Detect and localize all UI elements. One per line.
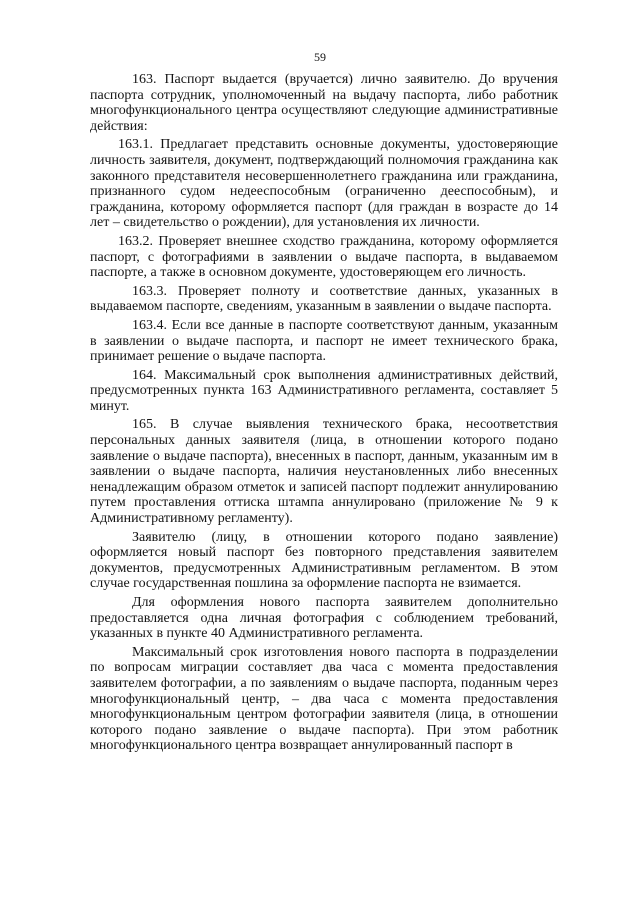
paragraph-163-3: 163.3. Проверяет полноту и соответствие данных, указанных в выдаваемом паспорте, сведениям, указанным в заявлении о выдаче паспорта. — [90, 283, 558, 315]
paragraph-163-1: 163.1. Предлагает представить основные документы, удостоверяющие личность заявителя, документ, подтверждающий полномочия гражданина как законного представителя несовершеннолетнего гражданина или гражданина, признанного судом недееспособным (ограниченно дееспособным), и гражданина, которому оформляется паспорт (для граждан в возрасте до 14 лет – свидетельство о рождении), для установления их личности. — [90, 137, 558, 231]
paragraph-163: 163. Паспорт выдается (вручается) лично заявителю. До вручения паспорта сотрудник, уполномоченный на выдачу паспорта, либо работник многофункционального центра осуществляют следующие административные действия: — [90, 72, 558, 134]
paragraph-photo: Для оформления нового паспорта заявителем дополнительно предоставляется одна личная фотография с соблюдением требований, указанных в пункте 40 Административного регламента. — [90, 595, 558, 642]
paragraph-164: 164. Максимальный срок выполнения административных действий, предусмотренных пункта 163 Административного регламента, составляет 5 минут. — [90, 367, 558, 414]
paragraph-max-term: Максимальный срок изготовления нового паспорта в подразделении по вопросам миграции составляет два часа с момента предоставления заявителем фотографии, а по заявлениям о выдаче паспорта, поданным через многофункциональный центр, – два часа с момента предоставления многофункциональным центром фотографии заявителя (лица, в отношении которого подано заявление о выдаче паспорта). При этом работник многофункционального центра возвращает аннулированный паспорт в — [90, 644, 558, 754]
paragraph-165: 165. В случае выявления технического брака, несоответствия персональных данных заявителя (лица, в отношении которого подано заявление о выдаче паспорта), внесенных в паспорт, данным, указанным им в заявлении о выдаче паспорта, наличия неустановленных либо внесенных ненадлежащим образом отметок и записей паспорт подлежит аннулированию путем проставления оттиска штампа аннулировано (приложение № 9 к Административному регламенту). — [90, 417, 558, 527]
paragraph-163-4: 163.4. Если все данные в паспорте соответствуют данным, указанным в заявлении о выдаче паспорта, и паспорт не имеет технического брака, принимает решение о выдаче паспорта. — [90, 317, 558, 365]
document-body — [90, 72, 558, 757]
page-number: 59 — [314, 50, 326, 64]
paragraph-new-passport: Заявителю (лицу, в отношении которого подано заявление) оформляется новый паспорт без повторного представления заявителем документов, предусмотренных Административным регламентом. В этом случае государственная пошлина за оформление паспорта не взимается. — [90, 529, 558, 592]
paragraph-163-2: 163.2. Проверяет внешнее сходство гражданина, которому оформляется паспорт, с фотографиями в заявлении о выдаче паспорта, в выдаваемом паспорте, а также в основном документе, удостоверяющем его личность. — [90, 233, 558, 281]
